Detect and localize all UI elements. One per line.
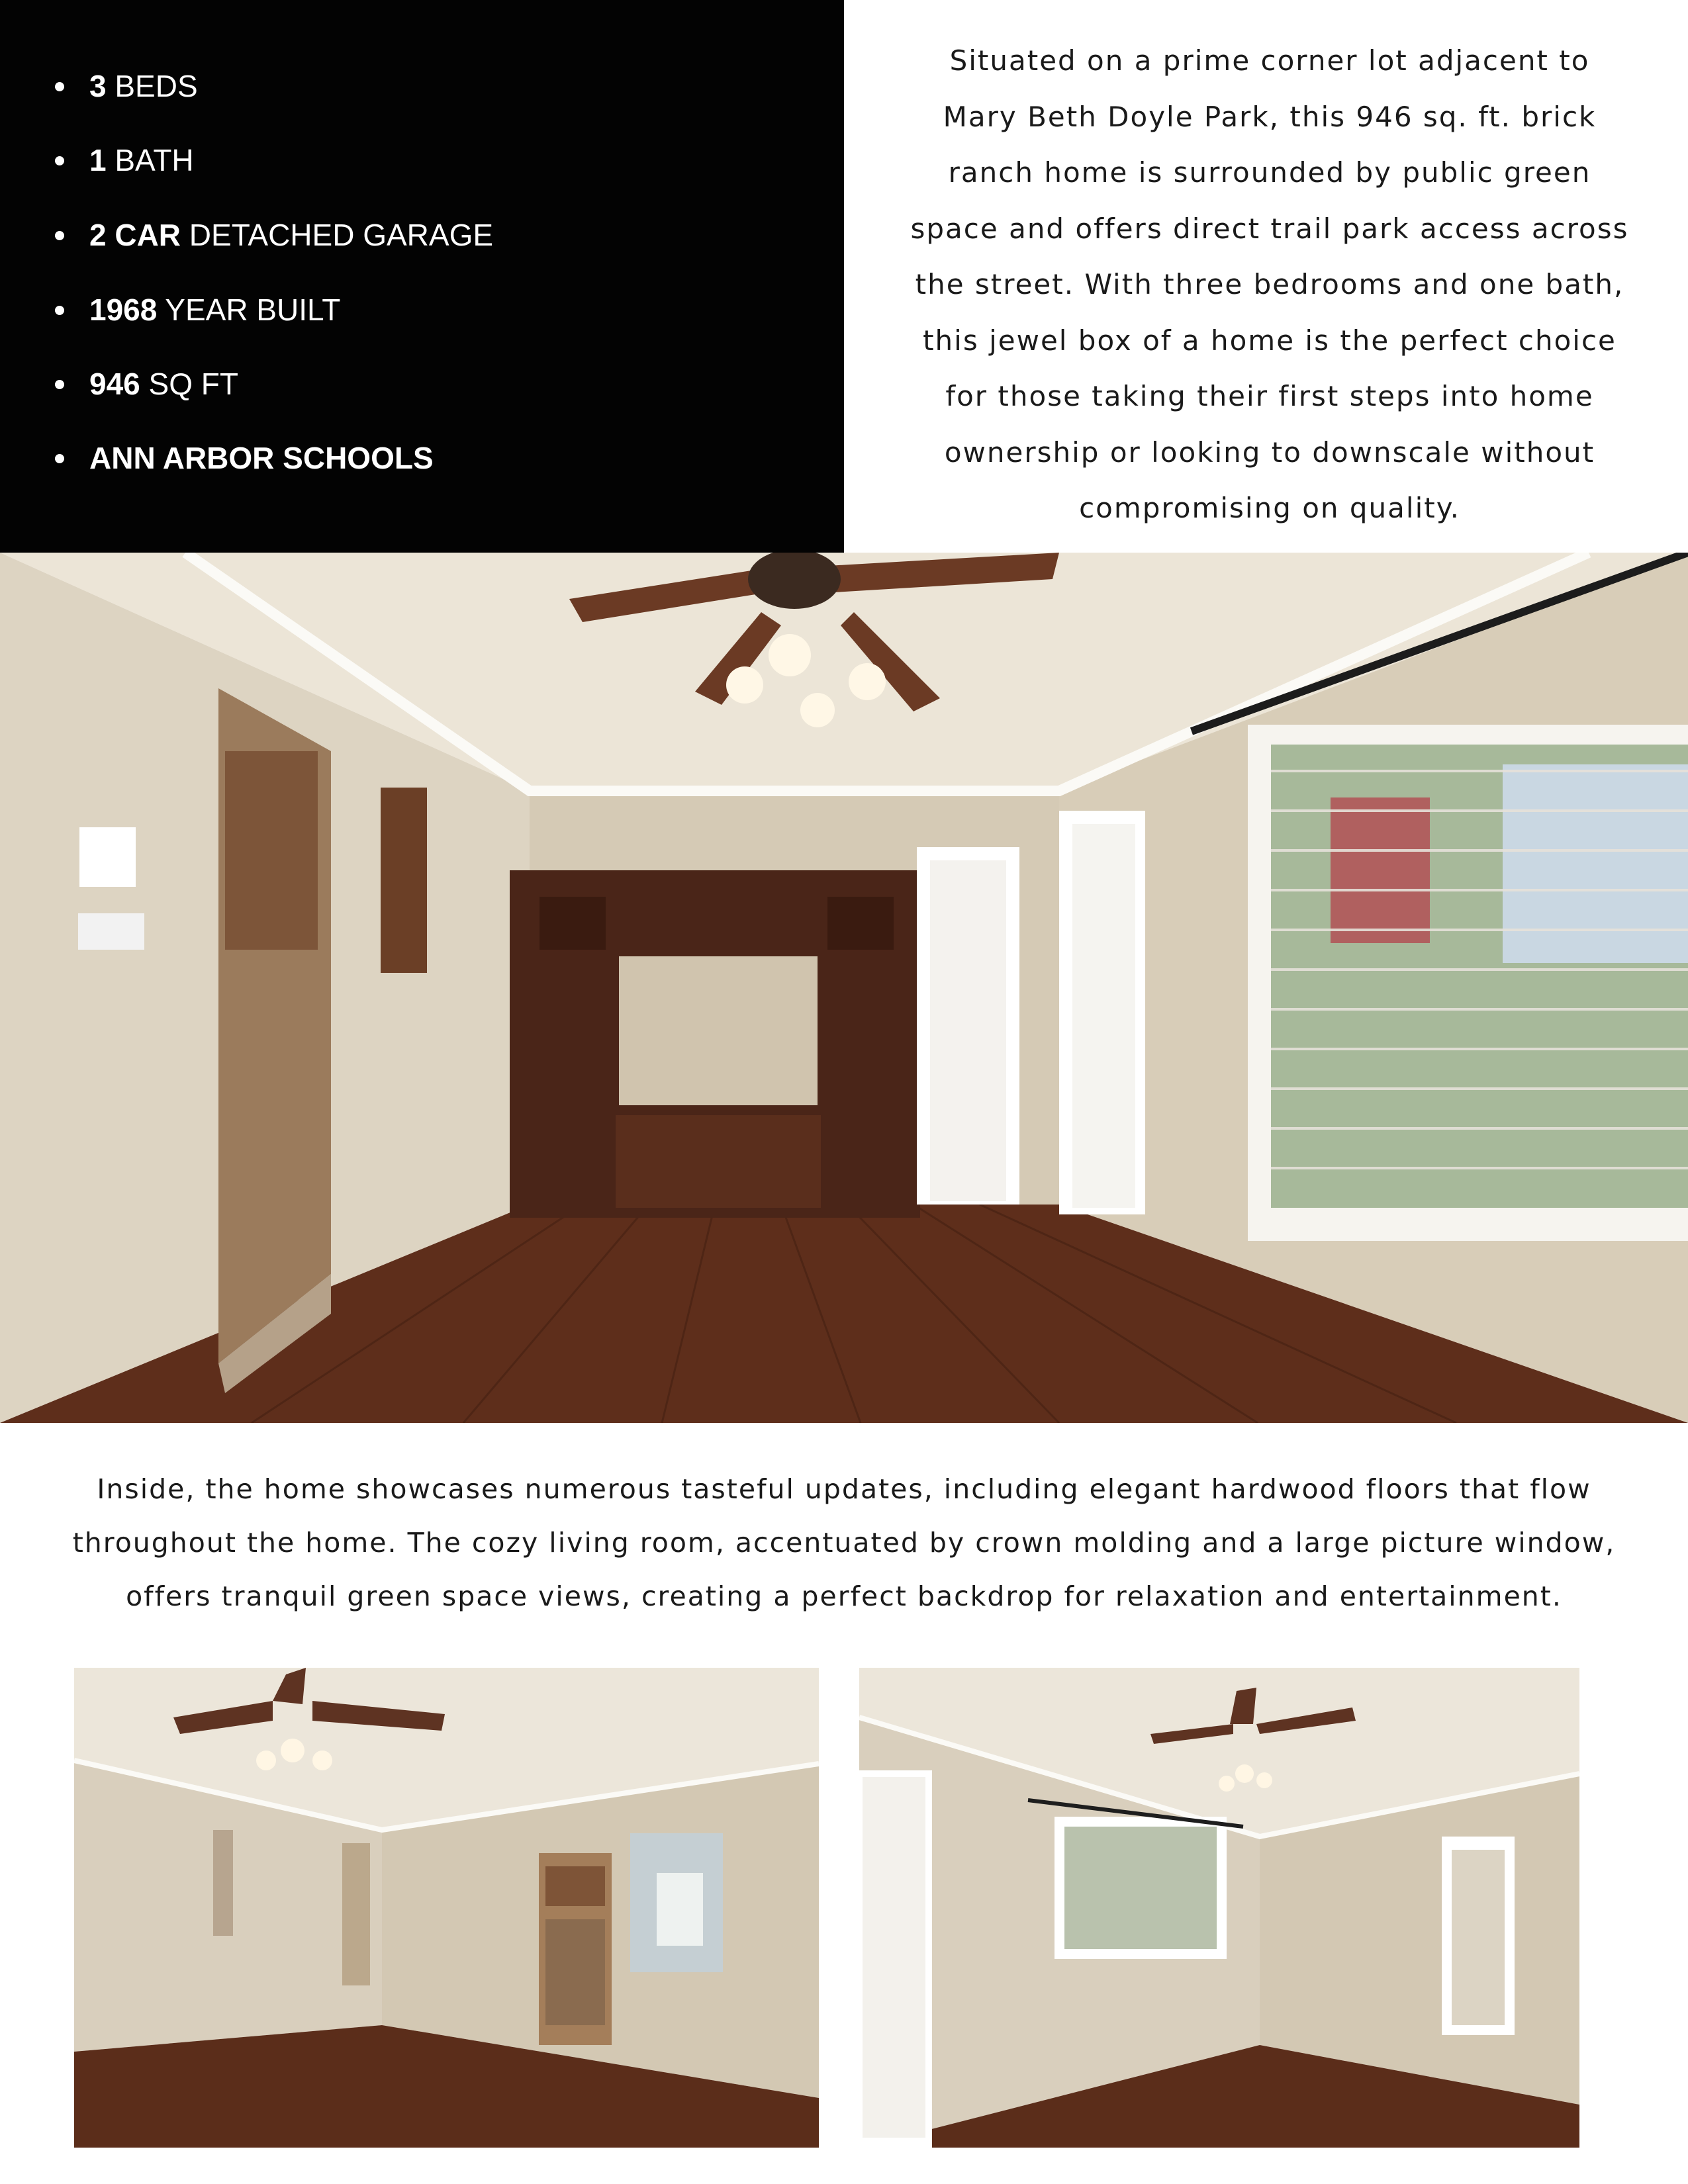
features-panel <box>0 0 844 553</box>
feature-beds: 3 BEDS <box>89 66 198 106</box>
living-room-photo-illustration <box>0 553 1688 1423</box>
living-room-photo-left <box>74 1668 819 2148</box>
feature-square-feet: 946 SQ FT <box>89 364 238 404</box>
living-room-photo <box>0 553 1688 1423</box>
feature-year-built: 1968 YEAR BUILT <box>89 290 340 330</box>
feature-garage: 2 CAR DETACHED GARAGE <box>89 215 493 255</box>
feature-schools: ANN ARBOR SCHOOLS <box>89 438 434 478</box>
feature-bath: 1 BATH <box>89 140 194 180</box>
living-room-photo-right <box>859 1668 1579 2148</box>
living-room-right-illustration <box>859 1668 1579 2148</box>
living-room-caption: Inside, the home showcases numerous tasteful updates, including elegant hardwood floors that flow throughout the home. The cozy living room, accentuated by crown molding and a large picture window, offers tranquil green space views, creating a perfect backdrop for relaxation and entertainment. <box>72 1473 1616 1612</box>
intro-description: Situated on a prime corner lot adjacent to Mary Beth Doyle Park, this 946 sq. ft. brick ranch home is surrounded by public green space and offers direct trail park access across the street. With three bedrooms and one bath, this jewel box of a home is the perfect choice for those taking their first steps into home ownership or looking to downscale without compromising on quality. <box>910 44 1629 524</box>
living-room-left-illustration <box>74 1668 819 2148</box>
